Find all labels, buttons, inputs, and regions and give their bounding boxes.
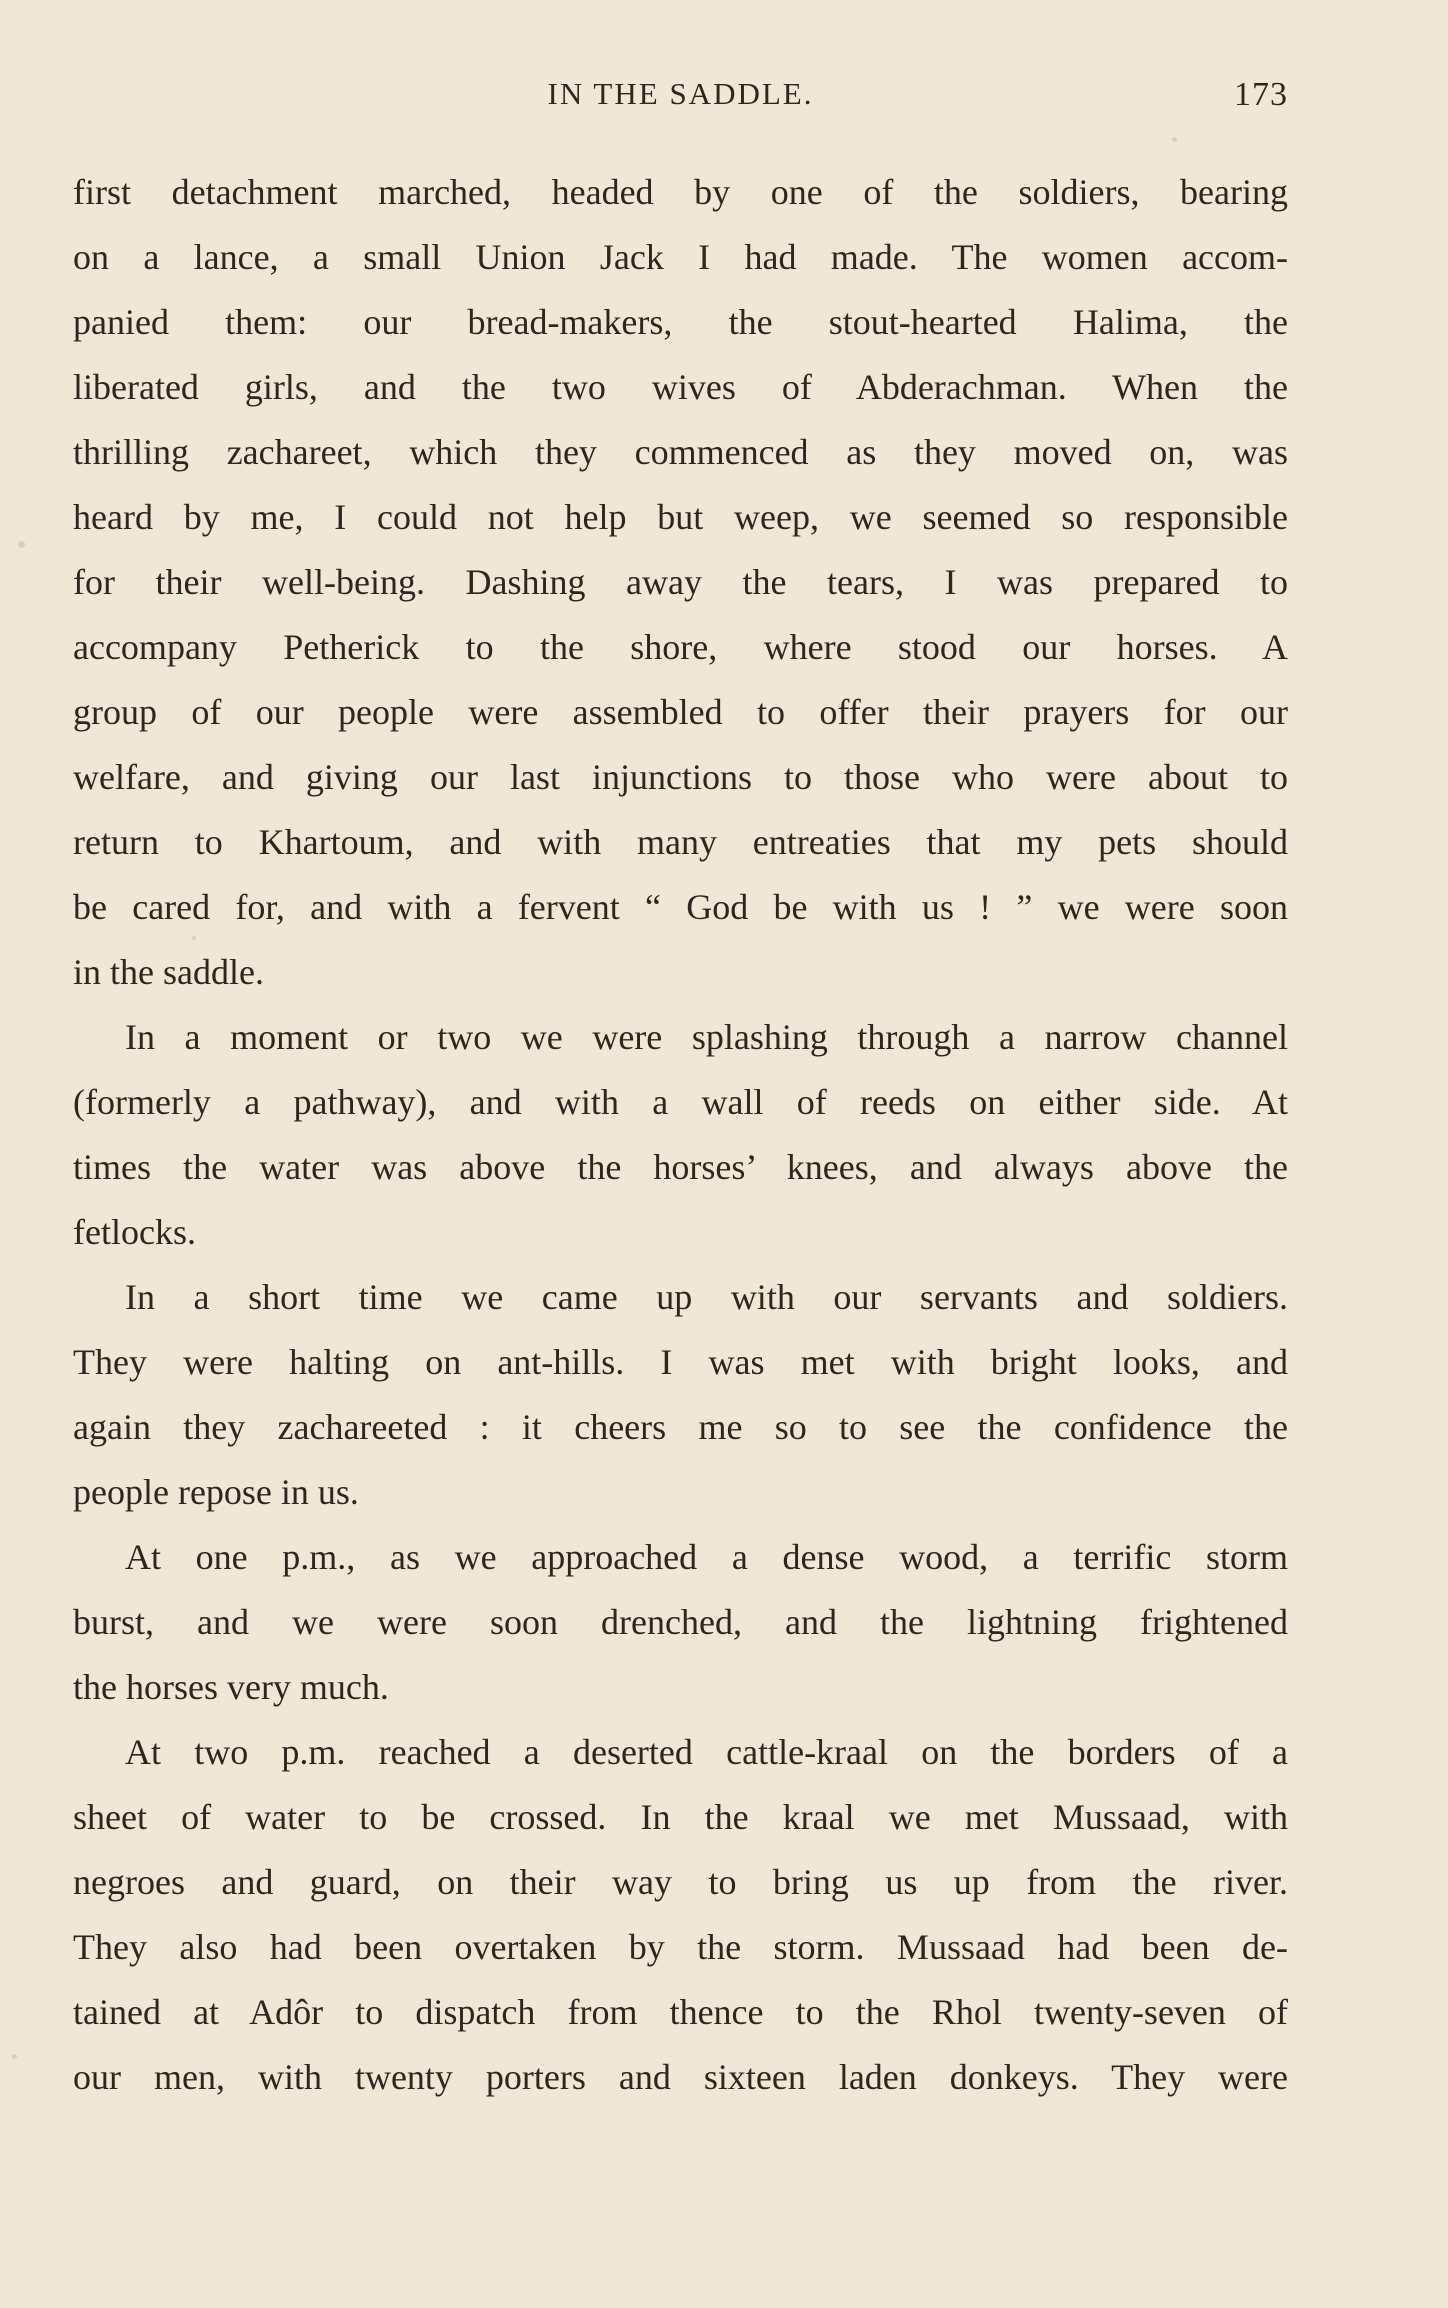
page-header: [73, 76, 1288, 126]
text-line: group of our people were assembled to offer their prayers for our: [73, 692, 1288, 732]
text-line: times the water was above the horses’ knees, and always above the: [73, 1147, 1288, 1187]
text-line: They were halting on ant-hills. I was met with bright looks, and: [73, 1342, 1288, 1382]
text-line: tained at Adôr to dispatch from thence to the Rhol twenty-seven of: [73, 1992, 1288, 2032]
text-line: liberated girls, and the two wives of Abderachman. When the: [73, 367, 1288, 407]
text-line: In a moment or two we were splashing through a narrow channel: [125, 1017, 1288, 1057]
paper-speck: [18, 541, 25, 548]
paper-speck: [12, 2054, 17, 2059]
text-line: heard by me, I could not help but weep, we seemed so responsible: [73, 497, 1288, 537]
text-line: for their well-being. Dashing away the tears, I was prepared to: [73, 562, 1288, 602]
text-line: fetlocks.: [73, 1212, 196, 1252]
text-line: the horses very much.: [73, 1667, 389, 1707]
text-line: burst, and we were soon drenched, and the lightning frightened: [73, 1602, 1288, 1642]
text-line: (formerly a pathway), and with a wall of reeds on either side. At: [73, 1082, 1288, 1122]
text-line: again they zachareeted : it cheers me so to see the confidence the: [73, 1407, 1288, 1447]
text-line: negroes and guard, on their way to bring us up from the river.: [73, 1862, 1288, 1902]
text-line: welfare, and giving our last injunctions to those who were about to: [73, 757, 1288, 797]
text-line: in the saddle.: [73, 952, 264, 992]
text-line: on a lance, a small Union Jack I had made. The women accom-: [73, 237, 1288, 277]
text-line: At two p.m. reached a deserted cattle-kraal on the borders of a: [125, 1732, 1288, 1772]
body-text: [73, 160, 1288, 2110]
running-head: IN THE SADDLE.: [547, 76, 814, 111]
text-line: sheet of water to be crossed. In the kraal we met Mussaad, with: [73, 1797, 1288, 1837]
text-line: accompany Petherick to the shore, where stood our horses. A: [73, 627, 1288, 667]
text-line: thrilling zachareet, which they commenced as they moved on, was: [73, 432, 1288, 472]
text-line: people repose in us.: [73, 1472, 359, 1512]
text-line: They also had been overtaken by the storm. Mussaad had been de-: [73, 1927, 1288, 1967]
text-line: return to Khartoum, and with many entreaties that my pets should: [73, 822, 1288, 862]
text-line: first detachment marched, headed by one of the soldiers, bearing: [73, 172, 1288, 212]
page-number: 173: [1234, 76, 1288, 113]
text-line: be cared for, and with a fervent “ God be with us ! ” we were soon: [73, 887, 1288, 927]
text-line: At one p.m., as we approached a dense wood, a terrific storm: [125, 1537, 1288, 1577]
paper-speck: [192, 936, 196, 940]
paper-speck: [1172, 137, 1177, 142]
text-line: In a short time we came up with our servants and soldiers.: [125, 1277, 1288, 1317]
text-line: panied them: our bread-makers, the stout-hearted Halima, the: [73, 302, 1288, 342]
text-line: our men, with twenty porters and sixteen laden donkeys. They were: [73, 2057, 1288, 2097]
